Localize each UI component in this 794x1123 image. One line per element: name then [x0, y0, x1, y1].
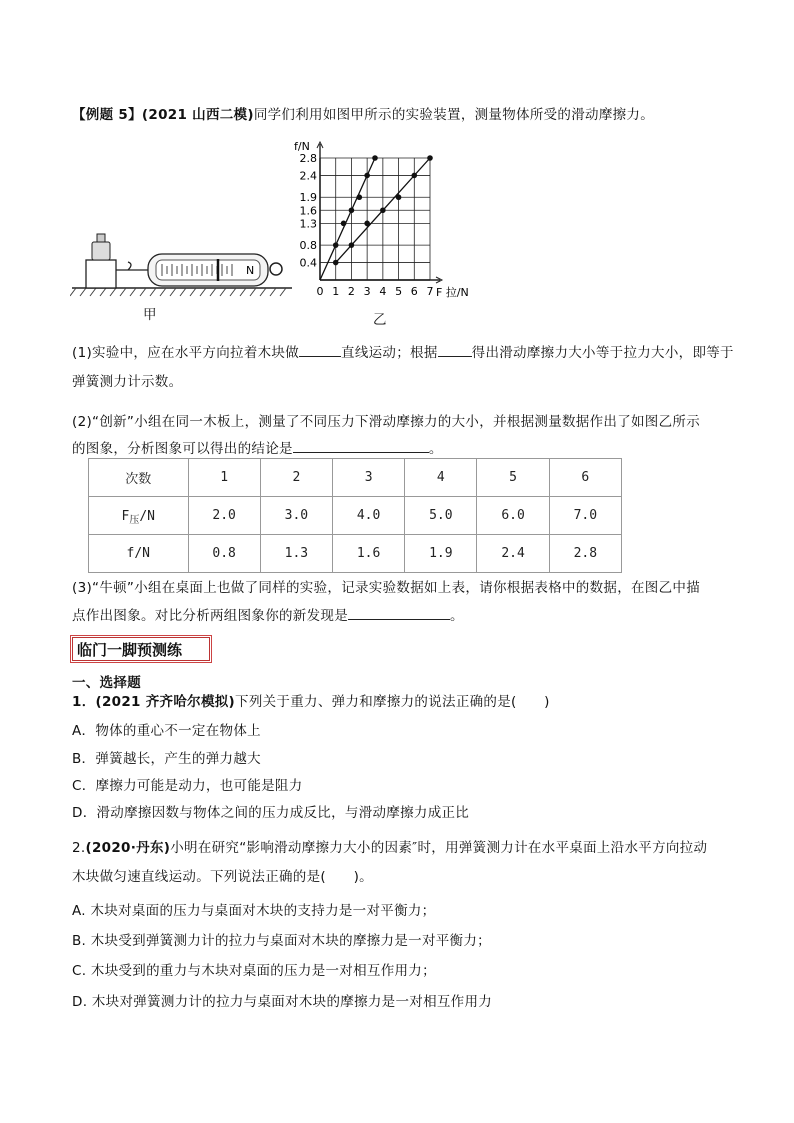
data-point: [333, 260, 339, 266]
data-point: [364, 173, 370, 179]
y-tick-label: 0.8: [299, 239, 317, 253]
friction-chart: [290, 138, 480, 304]
data-point: [396, 194, 402, 200]
wood-block: [86, 260, 116, 288]
y-tick-label: 2.4: [299, 169, 317, 183]
question-2-line-1: (2)“创新”小组在同一木板上，测量了不同压力下滑动摩擦力的大小，并根据测量数据作出了如图乙所示: [72, 414, 701, 430]
answer-blank-1[interactable]: [299, 342, 341, 357]
row-label-pressure: $F_压/N$: [89, 497, 189, 535]
y-tick-label: 0.4: [299, 256, 317, 270]
example-tag: 【例题 5】: [72, 107, 142, 123]
data-point: [341, 221, 347, 227]
y-tick-label: 1.9: [299, 191, 317, 205]
y-tick-label: 2.8: [299, 152, 317, 165]
weight: [92, 242, 110, 260]
x-tick-label: 7: [426, 285, 434, 298]
data-table: [88, 458, 622, 573]
mc1-option: B．弹簧越长，产生的弹力越大: [72, 751, 261, 767]
x-tick-label: 6: [410, 285, 418, 298]
question-1-line-1: (1)实验中，应在水平方向拉着木块做 直线运动；根据 得出滑动摩擦力大小等于拉力大小，即等于: [72, 341, 734, 361]
data-point: [427, 155, 433, 161]
mc2-stem-line-1: 2.(2020·丹东)小明在研究“影响滑动摩擦力大小的因素″时，用弹簧测力计在水平桌面上沿水平方向拉动: [72, 840, 708, 856]
answer-blank-4[interactable]: [348, 605, 450, 620]
mc2-stem-line-2: 木块做匀速直线运动。下列说法正确的是( )。: [72, 869, 373, 885]
data-point: [380, 207, 386, 213]
data-point: [411, 173, 417, 179]
data-point: [349, 207, 355, 213]
example-source: (2021 山西二模): [141, 107, 254, 123]
table-row: f/N 0.8 1.3 1.6 1.9 2.4 2.8: [89, 535, 622, 573]
x-tick-label: 2: [347, 285, 355, 298]
answer-blank-2[interactable]: [438, 342, 472, 357]
data-point: [372, 155, 378, 161]
mc2-option: B. 木块受到弹簧测力计的拉力与桌面对木块的摩擦力是一对平衡力；: [72, 933, 491, 949]
chart-y-ticks: [300, 152, 318, 270]
mc2-option: A. 木块对桌面的压力与桌面对木块的支持力是一对平衡力；: [72, 903, 436, 919]
data-point: [333, 242, 339, 248]
y-tick-label: 1.3: [299, 217, 317, 231]
data-point: [349, 242, 355, 248]
table-row: $F_压/N$ 2.0 3.0 4.0 5.0 6.0 7.0: [89, 497, 622, 535]
mc1-option: D．滑动摩擦因数与物体之间的压力成反比，与滑动摩擦力成正比: [72, 805, 470, 821]
data-point: [356, 194, 362, 200]
mc2-option: D. 木块对弹簧测力计的拉力与桌面对木块的摩擦力是一对相互作用力: [72, 994, 493, 1010]
data-point: [364, 221, 370, 227]
chart-x-ticks: [317, 285, 434, 298]
chart-y-label: f/N: [294, 140, 310, 153]
section-one-title: 一、选择题: [72, 675, 141, 691]
pull-ring: [270, 263, 282, 275]
scale-unit-letter: N: [246, 264, 255, 277]
mc1-stem: 1．(2021 齐齐哈尔模拟)下列关于重力、弹力和摩擦力的说法正确的是( ): [72, 694, 550, 710]
question-2-line-2: 的图象，分析图象可以得出的结论是 。: [72, 437, 443, 457]
question-3-line-2: 点作出图象。对比分析两组图象你的新发现是 。: [72, 604, 464, 624]
chart-x-label: F 拉/N: [436, 286, 469, 299]
x-tick-label: 1: [332, 285, 340, 298]
section-banner: 临门一脚预测练: [72, 637, 210, 661]
answer-blank-3[interactable]: [293, 438, 429, 453]
x-tick-label: 0: [316, 285, 324, 298]
right-caption: 乙: [373, 312, 387, 328]
x-tick-label: 5: [395, 285, 403, 298]
table-row: 次数 1 2 3 4 5 6: [89, 459, 622, 497]
mc1-option: A．物体的重心不一定在物体上: [72, 723, 261, 739]
question-3-line-1: (3)“牛顿”小组在桌面上也做了同样的实验，记录实验数据如上表，请你根据表格中的数据，在图乙中描: [72, 580, 701, 596]
left-caption: 甲: [143, 307, 157, 323]
apparatus-figure: [70, 228, 292, 300]
question-1-line-2: 弹簧测力计示数。: [72, 374, 183, 390]
x-tick-label: 4: [379, 285, 387, 298]
y-tick-label: 1.6: [299, 204, 317, 218]
example-text: 同学们利用如图甲所示的实验装置，测量物体所受的滑动摩擦力。: [253, 107, 655, 123]
example-heading: [72, 103, 654, 123]
mc1-option: C．摩擦力可能是动力，也可能是阻力: [72, 778, 303, 794]
x-tick-label: 3: [363, 285, 371, 298]
mc2-option: C. 木块受到的重力与木块对桌面的压力是一对相互作用力；: [72, 963, 436, 979]
